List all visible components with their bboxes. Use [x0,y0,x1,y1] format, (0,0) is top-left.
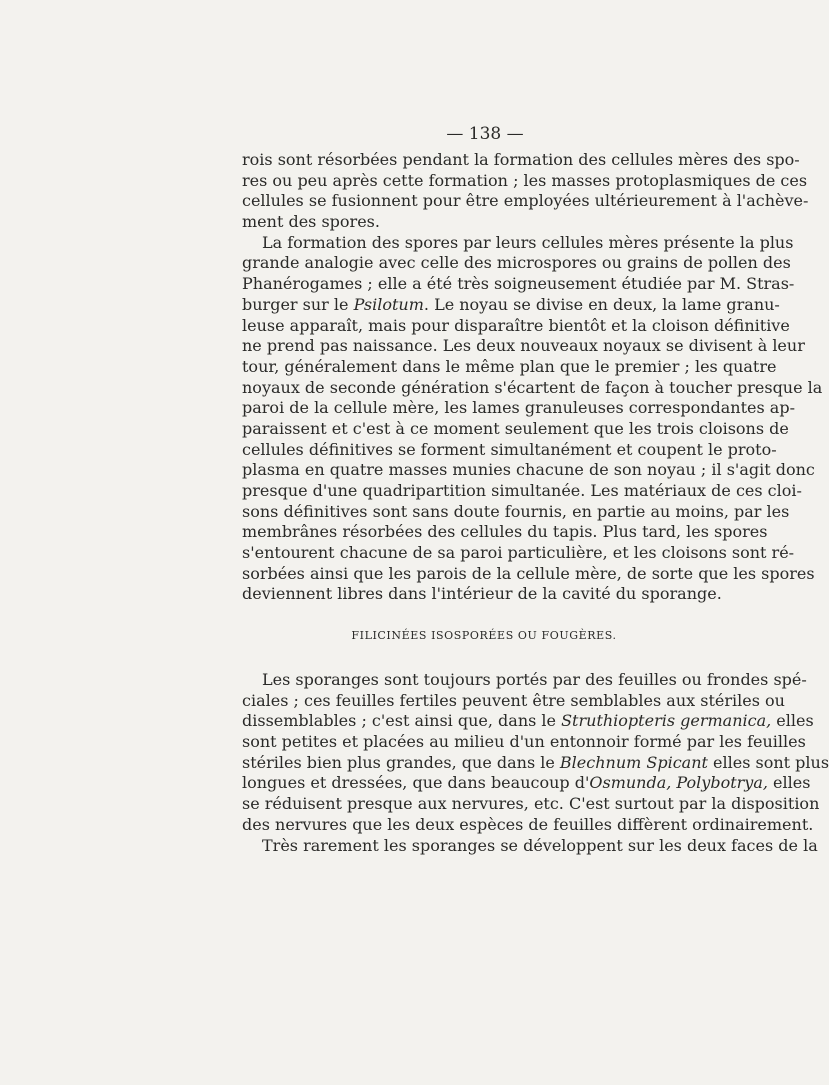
text-line: paroi de la cellule mère, les lames granuleuses correspondantes ap- [242,398,795,418]
text-line: cellules se fusionnent pour être employées ultérieurement à l'achève- [242,191,809,211]
paragraph-spore-formation [242,232,823,605]
text-line: membrânes résorbées des cellules du tapis. Plus tard, les spores [242,522,768,542]
text-line: cellules définitives se forment simultanément et coupent le proto- [242,439,777,459]
text-line: plasma en quatre masses munies chacune de son noyau ; il s'agit donc [242,460,815,480]
text-line: noyaux de seconde génération s'écartent de façon à toucher presque la [242,377,823,397]
text-line: tour, généralement dans le même plan que le premier ; les quatre [242,356,777,376]
text-line: presque d'une quadripartition simultanée. Les matériaux de ces cloi- [242,481,802,500]
text-line: des nervures que les deux espèces de feuilles diffèrent ordinairement. [242,814,814,834]
text-line: ne prend pas naissance. Les deux nouveaux noyaux se divisent à leur [242,336,805,356]
text-line: stériles bien plus grandes, que dans le Blechnum Spicant elles sont plus [242,752,829,772]
paragraph-sporangia [242,670,829,836]
text-line: Les sporanges sont toujours portés par des feuilles ou frondes spé- [262,670,807,689]
text-line: ciales ; ces feuilles fertiles peuvent être semblables aux stériles ou [242,690,785,710]
text-line: paraissent et c'est à ce moment seulement que les trois cloisons de [242,418,789,438]
taxon-name: Psilotum [353,294,424,314]
text-line: La formation des spores par leurs cellules mères présente la plus [262,232,794,252]
text-line: Phanérogames ; elle a été très soigneusement étudiée par M. Stras- [242,274,795,294]
text-line: rois sont résorbées pendant la formation des cellules mères des spo- [242,150,800,169]
text-line: sorbées ainsi que les parois de la cellule mère, de sorte que les spores [242,563,815,583]
text-line: leuse apparaît, mais pour disparaître bientôt et la cloison définitive [242,315,790,335]
text-line: grande analogie avec celle des microspores ou grains de pollen des [242,253,791,273]
text-line: res ou peu après cette formation ; les masses protoplasmiques de ces [242,170,808,190]
section-heading: FILICINÉES ISOSPORÉES OU FOUGÈRES. [351,629,617,642]
body-text-top [242,150,823,605]
text-line: deviennent libres dans l'intérieur de la cavité du sporange. [242,584,722,604]
text-line: se réduisent presque aux nervures, etc. C'est surtout par la disposition [242,794,820,814]
taxon-name: Osmunda, Polybotrya, [589,773,768,793]
text-line: sons définitives sont sans doute fournis, en partie au moins, par les [242,501,790,521]
text-line: Très rarement les sporanges se développent sur les deux faces de la [262,835,818,855]
taxon-name: Blechnum Spicant [559,752,708,772]
text-line: sont petites et placées au milieu d'un entonnoir formé par les feuilles [242,732,806,752]
paragraph-continuation [242,150,809,233]
text-line: dissemblables ; c'est ainsi que, dans le Struthiopteris germanica, elles [242,711,814,731]
paragraph-rare-case [242,835,818,857]
page-number: — 138 — [446,124,524,144]
text-line: ment des spores. [242,212,380,232]
taxon-name: Struthiopteris germanica, [561,711,772,731]
text-line: longues et dressées, que dans beaucoup d'Osmunda, Polybotrya, elles [242,773,811,793]
text-line: s'entourent chacune de sa paroi particulière, et les cloisons sont ré- [242,543,795,563]
body-text-bottom [242,670,829,856]
text-line: burger sur le Psilotum. Le noyau se divise en deux, la lame granu- [242,294,780,314]
